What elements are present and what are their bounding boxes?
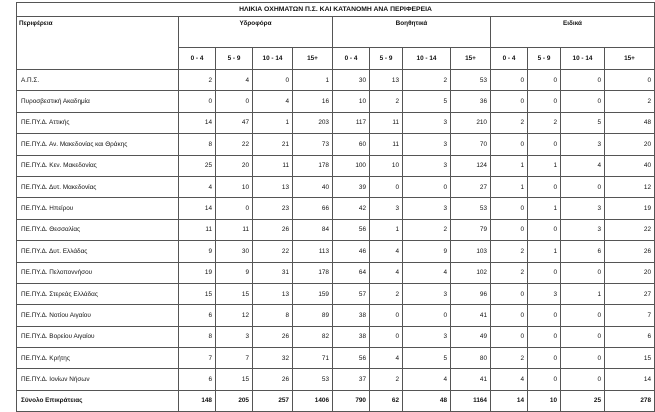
- age-band-header: 15+: [605, 48, 655, 70]
- value-cell: 0: [561, 262, 605, 283]
- value-cell: 47: [216, 112, 253, 133]
- total-value-cell: 148: [179, 390, 216, 411]
- table-row: [17, 134, 655, 155]
- region-column-header: Περιφέρεια: [17, 17, 179, 70]
- value-cell: 117: [333, 112, 370, 133]
- region-name-cell: ΠΕ.ΠΥ.Δ. Νοτίου Αιγαίου: [17, 305, 179, 326]
- value-cell: 2: [370, 91, 403, 112]
- value-cell: 0: [491, 134, 528, 155]
- total-value-cell: 10: [528, 390, 561, 411]
- table-row: [17, 155, 655, 176]
- value-cell: 26: [253, 369, 293, 390]
- value-cell: 113: [293, 241, 333, 262]
- value-cell: 3: [403, 155, 451, 176]
- value-cell: 178: [293, 262, 333, 283]
- value-cell: 10: [216, 176, 253, 197]
- table-row: [17, 241, 655, 262]
- region-name-cell: ΠΕ.ΠΥ.Δ. Πελοποννήσου: [17, 262, 179, 283]
- value-cell: 11: [179, 219, 216, 240]
- table-row: [17, 70, 655, 91]
- value-cell: 0: [528, 176, 561, 197]
- value-cell: 11: [370, 112, 403, 133]
- value-cell: 3: [403, 198, 451, 219]
- value-cell: 41: [451, 369, 491, 390]
- value-cell: 3: [403, 112, 451, 133]
- table-body: [17, 70, 655, 391]
- value-cell: 159: [293, 283, 333, 304]
- table-row: [17, 348, 655, 369]
- value-cell: 8: [179, 134, 216, 155]
- value-cell: 4: [370, 241, 403, 262]
- value-cell: 6: [605, 326, 655, 347]
- region-name-cell: ΠΕ.ΠΥ.Δ. Δυτ. Μακεδονίας: [17, 176, 179, 197]
- value-cell: 100: [333, 155, 370, 176]
- region-name-cell: ΠΕ.ΠΥ.Δ. Θεσσαλίας: [17, 219, 179, 240]
- value-cell: 2: [403, 219, 451, 240]
- value-cell: 103: [451, 241, 491, 262]
- value-cell: 3: [561, 219, 605, 240]
- age-band-header: 15+: [293, 48, 333, 70]
- value-cell: 5: [403, 348, 451, 369]
- value-cell: 2: [370, 369, 403, 390]
- value-cell: 4: [370, 348, 403, 369]
- value-cell: 0: [528, 134, 561, 155]
- group-header-auxiliary: Βοηθητικά: [333, 17, 491, 48]
- value-cell: 3: [370, 198, 403, 219]
- value-cell: 1: [528, 241, 561, 262]
- table-row: [17, 198, 655, 219]
- age-band-header: 10 - 14: [403, 48, 451, 70]
- value-cell: 22: [216, 134, 253, 155]
- value-cell: 11: [216, 219, 253, 240]
- value-cell: 48: [605, 112, 655, 133]
- value-cell: 0: [370, 176, 403, 197]
- value-cell: 13: [370, 70, 403, 91]
- value-cell: 5: [561, 112, 605, 133]
- value-cell: 10: [370, 155, 403, 176]
- total-row: [17, 390, 655, 411]
- value-cell: 32: [253, 348, 293, 369]
- value-cell: 0: [179, 91, 216, 112]
- table-row: [17, 326, 655, 347]
- value-cell: 9: [403, 241, 451, 262]
- value-cell: 4: [403, 262, 451, 283]
- value-cell: 0: [561, 348, 605, 369]
- value-cell: 3: [216, 326, 253, 347]
- age-band-header: 15+: [451, 48, 491, 70]
- value-cell: 0: [403, 305, 451, 326]
- region-name-cell: ΠΕ.ΠΥ.Δ. Δυτ. Ελλάδας: [17, 241, 179, 262]
- table-row: [17, 369, 655, 390]
- region-name-cell: Α.Π.Σ.: [17, 70, 179, 91]
- value-cell: 2: [179, 70, 216, 91]
- value-cell: 6: [561, 241, 605, 262]
- value-cell: 25: [179, 155, 216, 176]
- value-cell: 0: [491, 91, 528, 112]
- total-label-cell: Σύνολο Επικράτειας: [17, 390, 179, 411]
- value-cell: 40: [605, 155, 655, 176]
- region-name-cell: ΠΕ.ΠΥ.Δ. Αττικής: [17, 112, 179, 133]
- value-cell: 0: [528, 91, 561, 112]
- value-cell: 38: [333, 326, 370, 347]
- value-cell: 15: [216, 369, 253, 390]
- value-cell: 8: [179, 326, 216, 347]
- value-cell: 19: [605, 198, 655, 219]
- value-cell: 53: [451, 198, 491, 219]
- value-cell: 21: [253, 134, 293, 155]
- total-value-cell: 25: [561, 390, 605, 411]
- region-name-cell: ΠΕ.ΠΥ.Δ. Αν. Μακεδονίας και Θράκης: [17, 134, 179, 155]
- table-row: [17, 262, 655, 283]
- value-cell: 9: [216, 262, 253, 283]
- value-cell: 49: [451, 326, 491, 347]
- region-name-cell: ΠΕ.ΠΥ.Δ. Βορείου Αιγαίου: [17, 326, 179, 347]
- value-cell: 0: [528, 326, 561, 347]
- value-cell: 4: [253, 91, 293, 112]
- table-row: [17, 176, 655, 197]
- value-cell: 40: [293, 176, 333, 197]
- value-cell: 0: [561, 369, 605, 390]
- table-row: [17, 219, 655, 240]
- value-cell: 3: [561, 198, 605, 219]
- region-name-cell: ΠΕ.ΠΥ.Δ. Ηπείρου: [17, 198, 179, 219]
- total-value-cell: 790: [333, 390, 370, 411]
- value-cell: 82: [293, 326, 333, 347]
- value-cell: 27: [451, 176, 491, 197]
- value-cell: 0: [528, 219, 561, 240]
- value-cell: 39: [333, 176, 370, 197]
- value-cell: 1: [561, 283, 605, 304]
- value-cell: 2: [528, 112, 561, 133]
- value-cell: 178: [293, 155, 333, 176]
- value-cell: 13: [253, 176, 293, 197]
- value-cell: 0: [605, 70, 655, 91]
- total-value-cell: 48: [403, 390, 451, 411]
- table-row: [17, 112, 655, 133]
- value-cell: 124: [451, 155, 491, 176]
- value-cell: 22: [605, 219, 655, 240]
- table-row: [17, 91, 655, 112]
- value-cell: 64: [333, 262, 370, 283]
- value-cell: 89: [293, 305, 333, 326]
- value-cell: 0: [561, 305, 605, 326]
- value-cell: 57: [333, 283, 370, 304]
- vehicle-age-table: [16, 2, 655, 412]
- region-name-cell: ΠΕ.ΠΥ.Δ. Ιονίων Νήσων: [17, 369, 179, 390]
- value-cell: 8: [253, 305, 293, 326]
- table-row: [17, 283, 655, 304]
- value-cell: 3: [561, 134, 605, 155]
- total-value-cell: 205: [216, 390, 253, 411]
- value-cell: 7: [179, 348, 216, 369]
- value-cell: 1: [528, 155, 561, 176]
- value-cell: 1: [491, 155, 528, 176]
- value-cell: 5: [403, 91, 451, 112]
- value-cell: 0: [561, 326, 605, 347]
- value-cell: 4: [491, 369, 528, 390]
- value-cell: 79: [451, 219, 491, 240]
- value-cell: 11: [370, 134, 403, 155]
- region-name-cell: ΠΕ.ΠΥ.Δ. Κρήτης: [17, 348, 179, 369]
- value-cell: 70: [451, 134, 491, 155]
- value-cell: 2: [403, 70, 451, 91]
- value-cell: 0: [528, 348, 561, 369]
- value-cell: 2: [491, 241, 528, 262]
- value-cell: 2: [370, 283, 403, 304]
- value-cell: 2: [491, 262, 528, 283]
- value-cell: 1: [253, 112, 293, 133]
- value-cell: 14: [179, 112, 216, 133]
- value-cell: 96: [451, 283, 491, 304]
- region-name-cell: ΠΕ.ΠΥ.Δ. Κεν. Μακεδονίας: [17, 155, 179, 176]
- value-cell: 2: [605, 91, 655, 112]
- value-cell: 37: [333, 369, 370, 390]
- table-title: ΗΛΙΚΙΑ ΟΧΗΜΑΤΩΝ Π.Σ. ΚΑΙ ΚΑΤΑΝΟΜΗ ΑΝΑ ΠΕΡΙΦΕΡΕΙΑ: [17, 3, 655, 17]
- region-name-cell: ΠΕ.ΠΥ.Δ. Στερεάς Ελλάδας: [17, 283, 179, 304]
- value-cell: 0: [370, 326, 403, 347]
- value-cell: 38: [333, 305, 370, 326]
- value-cell: 12: [216, 305, 253, 326]
- value-cell: 3: [403, 326, 451, 347]
- group-header-special: Ειδικά: [491, 17, 655, 48]
- value-cell: 1: [370, 219, 403, 240]
- value-cell: 12: [605, 176, 655, 197]
- value-cell: 41: [451, 305, 491, 326]
- value-cell: 0: [491, 198, 528, 219]
- value-cell: 3: [403, 134, 451, 155]
- value-cell: 0: [528, 369, 561, 390]
- value-cell: 15: [216, 283, 253, 304]
- value-cell: 11: [253, 155, 293, 176]
- value-cell: 0: [561, 70, 605, 91]
- value-cell: 46: [333, 241, 370, 262]
- age-band-header: 0 - 4: [491, 48, 528, 70]
- value-cell: 26: [253, 326, 293, 347]
- value-cell: 10: [333, 91, 370, 112]
- value-cell: 0: [491, 219, 528, 240]
- value-cell: 2: [491, 112, 528, 133]
- value-cell: 0: [561, 176, 605, 197]
- vehicle-age-table-sheet: [16, 2, 652, 412]
- value-cell: 84: [293, 219, 333, 240]
- age-band-header: 0 - 4: [333, 48, 370, 70]
- value-cell: 0: [528, 305, 561, 326]
- value-cell: 53: [451, 70, 491, 91]
- value-cell: 71: [293, 348, 333, 369]
- total-value-cell: 1164: [451, 390, 491, 411]
- value-cell: 31: [253, 262, 293, 283]
- total-value-cell: 257: [253, 390, 293, 411]
- group-header-water-tankers: Υδροφόρα: [179, 17, 333, 48]
- value-cell: 0: [216, 198, 253, 219]
- value-cell: 4: [403, 369, 451, 390]
- value-cell: 210: [451, 112, 491, 133]
- value-cell: 0: [491, 70, 528, 91]
- value-cell: 0: [491, 283, 528, 304]
- value-cell: 9: [179, 241, 216, 262]
- value-cell: 0: [561, 91, 605, 112]
- value-cell: 26: [253, 219, 293, 240]
- total-value-cell: 62: [370, 390, 403, 411]
- value-cell: 15: [179, 283, 216, 304]
- value-cell: 3: [528, 283, 561, 304]
- value-cell: 22: [253, 241, 293, 262]
- age-band-header: 10 - 14: [561, 48, 605, 70]
- value-cell: 56: [333, 219, 370, 240]
- value-cell: 7: [216, 348, 253, 369]
- value-cell: 1: [293, 70, 333, 91]
- value-cell: 26: [605, 241, 655, 262]
- value-cell: 20: [605, 134, 655, 155]
- total-value-cell: 278: [605, 390, 655, 411]
- value-cell: 73: [293, 134, 333, 155]
- value-cell: 20: [605, 262, 655, 283]
- value-cell: 0: [403, 176, 451, 197]
- value-cell: 53: [293, 369, 333, 390]
- value-cell: 0: [370, 305, 403, 326]
- total-value-cell: 14: [491, 390, 528, 411]
- table-row: [17, 305, 655, 326]
- value-cell: 20: [216, 155, 253, 176]
- value-cell: 4: [561, 155, 605, 176]
- age-band-header: 5 - 9: [528, 48, 561, 70]
- value-cell: 14: [605, 369, 655, 390]
- value-cell: 19: [179, 262, 216, 283]
- value-cell: 4: [370, 262, 403, 283]
- value-cell: 66: [293, 198, 333, 219]
- value-cell: 23: [253, 198, 293, 219]
- value-cell: 7: [605, 305, 655, 326]
- value-cell: 30: [333, 70, 370, 91]
- value-cell: 80: [451, 348, 491, 369]
- value-cell: 56: [333, 348, 370, 369]
- value-cell: 13: [253, 283, 293, 304]
- value-cell: 0: [253, 70, 293, 91]
- value-cell: 42: [333, 198, 370, 219]
- value-cell: 0: [491, 326, 528, 347]
- value-cell: 0: [491, 305, 528, 326]
- value-cell: 0: [528, 70, 561, 91]
- value-cell: 6: [179, 369, 216, 390]
- value-cell: 2: [491, 348, 528, 369]
- value-cell: 3: [403, 283, 451, 304]
- value-cell: 4: [216, 70, 253, 91]
- value-cell: 36: [451, 91, 491, 112]
- value-cell: 16: [293, 91, 333, 112]
- value-cell: 30: [216, 241, 253, 262]
- value-cell: 0: [216, 91, 253, 112]
- total-value-cell: 1406: [293, 390, 333, 411]
- region-name-cell: Πυροσβεστική Ακαδημία: [17, 91, 179, 112]
- value-cell: 4: [179, 176, 216, 197]
- age-band-header: 0 - 4: [179, 48, 216, 70]
- value-cell: 102: [451, 262, 491, 283]
- value-cell: 15: [605, 348, 655, 369]
- value-cell: 0: [528, 262, 561, 283]
- age-band-header: 5 - 9: [370, 48, 403, 70]
- value-cell: 203: [293, 112, 333, 133]
- value-cell: 60: [333, 134, 370, 155]
- age-band-header: 10 - 14: [253, 48, 293, 70]
- value-cell: 6: [179, 305, 216, 326]
- value-cell: 1: [491, 176, 528, 197]
- value-cell: 1: [528, 198, 561, 219]
- age-band-header: 5 - 9: [216, 48, 253, 70]
- value-cell: 14: [179, 198, 216, 219]
- value-cell: 27: [605, 283, 655, 304]
